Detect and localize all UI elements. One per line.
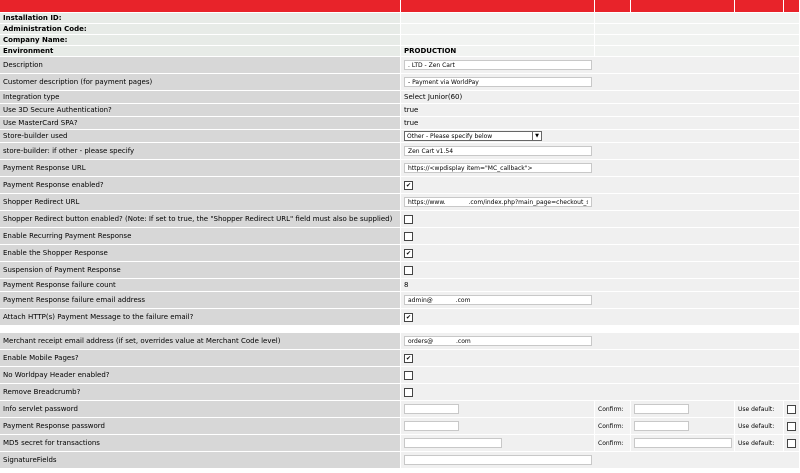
description-label: Description bbox=[0, 57, 401, 74]
merchant-receipt-email-input[interactable] bbox=[404, 336, 592, 346]
environment-row bbox=[0, 46, 800, 57]
store-builder-other-label: store-builder: if other - please specify bbox=[0, 143, 401, 160]
md5-secret-input[interactable] bbox=[404, 438, 502, 448]
payment-response-enabled-checkbox[interactable]: ✔ bbox=[405, 181, 412, 189]
info-servlet-confirm-input[interactable] bbox=[634, 404, 689, 414]
company-name-value bbox=[401, 35, 595, 46]
payment-response-confirm-input[interactable] bbox=[634, 421, 689, 431]
enable-mobile-row bbox=[0, 350, 800, 367]
shopper-redirect-button-label: Shopper Redirect button enabled? (Note: If set to true, the "Shopper Redirect URL" field must also be supplied) bbox=[0, 211, 401, 228]
failure-email-input[interactable] bbox=[404, 295, 592, 305]
info-servlet-default-checkbox[interactable] bbox=[787, 405, 796, 414]
payment-response-default-label: Use default: bbox=[735, 418, 784, 435]
payment-response-default-checkbox[interactable] bbox=[787, 422, 796, 431]
no-worldpay-header-row bbox=[0, 367, 800, 384]
description-input[interactable] bbox=[404, 60, 592, 70]
table-header bbox=[0, 0, 800, 13]
merchant-receipt-email-label: Merchant receipt email address (if set, overrides value at Merchant Code level) bbox=[0, 333, 401, 350]
failure-count-row bbox=[0, 279, 800, 292]
enable-recurring-checkbox[interactable] bbox=[404, 232, 413, 241]
remove-breadcrumb-label: Remove Breadcrumb? bbox=[0, 384, 401, 401]
attach-http-label: Attach HTTP(s) Payment Message to the failure email? bbox=[0, 309, 401, 326]
payment-response-url-label: Payment Response URL bbox=[0, 160, 401, 177]
md5-secret-row bbox=[0, 435, 800, 452]
environment-label: Environment bbox=[0, 46, 401, 57]
md5-secret-confirm-label: Confirm: bbox=[595, 435, 631, 452]
company-name-label: Company Name: bbox=[0, 35, 401, 46]
failure-count-value: 8 bbox=[401, 279, 800, 292]
enable-mobile-checkbox[interactable]: ✔ bbox=[405, 354, 412, 362]
suspension-row bbox=[0, 262, 800, 279]
signature-fields-input[interactable] bbox=[404, 455, 592, 465]
administration-code-value bbox=[401, 24, 595, 35]
store-builder-other-input[interactable] bbox=[404, 146, 592, 156]
enable-recurring-row bbox=[0, 228, 800, 245]
store-builder-other-row bbox=[0, 143, 800, 160]
section-spacer bbox=[0, 326, 800, 333]
integration-type-label: Integration type bbox=[0, 91, 401, 104]
suspension-checkbox[interactable] bbox=[404, 266, 413, 275]
use-3d-secure-row bbox=[0, 104, 800, 117]
suspension-label: Suspension of Payment Response bbox=[0, 262, 401, 279]
no-worldpay-header-label: No Worldpay Header enabled? bbox=[0, 367, 401, 384]
info-servlet-password-row bbox=[0, 401, 800, 418]
enable-shopper-response-row bbox=[0, 245, 800, 262]
payment-response-url-row bbox=[0, 160, 800, 177]
payment-response-enabled-row bbox=[0, 177, 800, 194]
store-builder-label: Store-builder used bbox=[0, 130, 401, 143]
no-worldpay-header-checkbox[interactable] bbox=[404, 371, 413, 380]
payment-response-url-input[interactable] bbox=[404, 163, 592, 173]
failure-count-label: Payment Response failure count bbox=[0, 279, 401, 292]
failure-email-label: Payment Response failure email address bbox=[0, 292, 401, 309]
shopper-redirect-url-label: Shopper Redirect URL bbox=[0, 194, 401, 211]
shopper-redirect-button-checkbox[interactable] bbox=[404, 215, 413, 224]
remove-breadcrumb-checkbox[interactable] bbox=[404, 388, 413, 397]
store-builder-select[interactable] bbox=[404, 131, 542, 141]
use-mastercard-spa-row bbox=[0, 117, 800, 130]
shopper-redirect-url-input[interactable] bbox=[404, 197, 592, 207]
store-builder-selected-value: Other - Please specify below bbox=[407, 132, 493, 140]
enable-recurring-label: Enable Recurring Payment Response bbox=[0, 228, 401, 245]
payment-response-password-label: Payment Response password bbox=[0, 418, 401, 435]
administration-code-label: Administration Code: bbox=[0, 24, 401, 35]
md5-secret-default-checkbox[interactable] bbox=[787, 439, 796, 448]
payment-response-confirm-label: Confirm: bbox=[595, 418, 631, 435]
attach-http-row bbox=[0, 309, 800, 326]
customer-description-input[interactable] bbox=[404, 77, 592, 87]
environment-value: PRODUCTION bbox=[401, 46, 595, 57]
use-3d-secure-value: true bbox=[401, 104, 800, 117]
md5-secret-label: MD5 secret for transactions bbox=[0, 435, 401, 452]
customer-description-label: Customer description (for payment pages) bbox=[0, 74, 401, 91]
enable-shopper-response-label: Enable the Shopper Response bbox=[0, 245, 401, 262]
shopper-redirect-button-row bbox=[0, 211, 800, 228]
enable-mobile-label: Enable Mobile Pages? bbox=[0, 350, 401, 367]
shopper-redirect-url-row bbox=[0, 194, 800, 211]
md5-secret-default-label: Use default: bbox=[735, 435, 784, 452]
use-mastercard-spa-value: true bbox=[401, 117, 800, 130]
description-row bbox=[0, 57, 800, 74]
administration-code-row bbox=[0, 24, 800, 35]
signature-fields-label: SignatureFields bbox=[0, 452, 401, 469]
info-servlet-confirm-label: Confirm: bbox=[595, 401, 631, 418]
md5-secret-confirm-input[interactable] bbox=[634, 438, 732, 448]
signature-fields-row bbox=[0, 452, 800, 469]
payment-response-enabled-label: Payment Response enabled? bbox=[0, 177, 401, 194]
failure-email-row bbox=[0, 292, 800, 309]
enable-shopper-response-checkbox[interactable]: ✔ bbox=[405, 249, 412, 257]
use-3d-secure-label: Use 3D Secure Authentication? bbox=[0, 104, 401, 117]
installation-id-value bbox=[401, 13, 595, 24]
remove-breadcrumb-row bbox=[0, 384, 800, 401]
customer-description-row bbox=[0, 74, 800, 91]
info-servlet-password-label: Info servlet password bbox=[0, 401, 401, 418]
info-servlet-default-label: Use default: bbox=[735, 401, 784, 418]
use-mastercard-spa-label: Use MasterCard SPA? bbox=[0, 117, 401, 130]
store-builder-row bbox=[0, 130, 800, 143]
installation-id-row bbox=[0, 13, 800, 24]
info-servlet-password-input[interactable] bbox=[404, 404, 459, 414]
merchant-receipt-email-row bbox=[0, 333, 800, 350]
company-name-row bbox=[0, 35, 800, 46]
integration-type-row bbox=[0, 91, 800, 104]
attach-http-checkbox[interactable]: ✔ bbox=[405, 313, 412, 321]
payment-response-password-input[interactable] bbox=[404, 421, 459, 431]
chevron-down-icon: ▼ bbox=[532, 132, 541, 140]
payment-response-password-row bbox=[0, 418, 800, 435]
integration-type-value: Select Junior(60) bbox=[401, 91, 800, 104]
installation-id-label: Installation ID: bbox=[0, 13, 401, 24]
